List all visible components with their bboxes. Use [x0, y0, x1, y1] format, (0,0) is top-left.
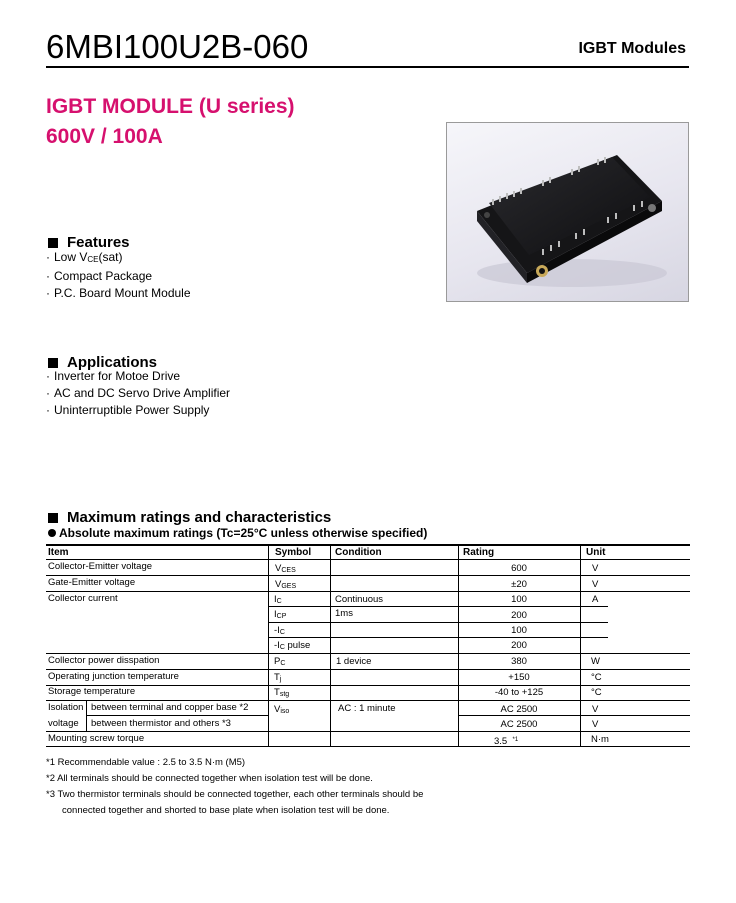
table-rule — [268, 622, 608, 623]
applications-list — [46, 368, 230, 419]
table-cell: Viso — [274, 704, 290, 715]
table-cell: V — [592, 719, 599, 730]
table-cell: Operating junction temperature — [48, 671, 179, 682]
table-cell: 1 device — [336, 656, 372, 667]
table-cell: Isolation — [48, 702, 84, 713]
table-cell: Tj — [274, 672, 282, 683]
table-rule — [46, 591, 690, 592]
table-cell: 100 — [511, 594, 527, 605]
table-cell: ICP — [274, 609, 287, 620]
table-cell: Collector current — [48, 593, 118, 604]
product-title: IGBT MODULE (U series) — [46, 95, 295, 118]
table-rule — [46, 685, 690, 686]
table-cell: between terminal and copper base *2 — [91, 702, 249, 713]
table-rule — [86, 715, 268, 716]
table-cell: N·m — [591, 734, 609, 745]
table-cell: 3.5 $^{*1}$ — [494, 736, 519, 747]
table-cell: -IC pulse — [274, 640, 311, 651]
list-item: · Uninterruptible Power Supply — [46, 403, 210, 417]
table-rule — [580, 546, 581, 746]
table-rule — [46, 669, 690, 670]
table-rule — [46, 653, 690, 654]
square-bullet-icon — [48, 238, 58, 248]
column-header: Unit — [586, 547, 606, 558]
table-cell: voltage — [48, 718, 79, 729]
footnotes — [46, 755, 423, 819]
footnote: *2 All terminals should be connected together when isolation test will be done. — [46, 773, 373, 784]
table-rule — [46, 731, 690, 732]
absolute-ratings-subheading-text: Absolute maximum ratings (Tc=25°C unless otherwise specified) — [59, 526, 428, 540]
applications-heading-text: Applications — [67, 354, 158, 371]
table-cell: W — [591, 656, 600, 667]
table-cell: AC 2500 — [500, 719, 538, 730]
module-photo — [446, 122, 689, 302]
table-cell: IC — [274, 594, 282, 605]
footnote: connected together and shorted to base plate when isolation test will be done. — [62, 805, 390, 816]
column-header: Item — [48, 547, 69, 558]
table-cell: Tstg — [274, 687, 290, 698]
table-cell: 200 — [511, 640, 527, 651]
table-rule — [46, 559, 690, 560]
table-cell: 100 — [511, 625, 527, 636]
column-header: Condition — [335, 547, 382, 558]
table-cell: °C — [591, 672, 602, 683]
circle-bullet-icon — [48, 529, 56, 537]
absolute-ratings-subheading — [48, 526, 427, 540]
square-bullet-icon — [48, 358, 58, 368]
table-cell: A — [592, 594, 599, 605]
square-bullet-icon — [48, 513, 58, 523]
column-header: Symbol — [275, 547, 312, 558]
table-cell: +150 — [508, 672, 530, 683]
table-cell: 600 — [511, 563, 527, 574]
footnote: *3 Two thermistor terminals should be connected together, each other terminals should be — [46, 789, 424, 800]
table-rule — [46, 544, 690, 546]
part-number: 6MBI100U2B-060 — [46, 28, 309, 65]
table-cell: Storage temperature — [48, 686, 136, 697]
table-cell: VCES — [275, 563, 296, 574]
table-cell: -40 to +125 — [494, 687, 544, 698]
list-item: · Compact Package — [46, 269, 153, 283]
table-rule — [46, 575, 690, 576]
table-cell: ±20 — [511, 579, 527, 590]
column-header: Rating — [463, 547, 495, 558]
table-rule — [46, 700, 690, 701]
max-ratings-heading-text: Maximum ratings and characteristics — [67, 509, 332, 526]
table-cell: Gate-Emitter voltage — [48, 577, 136, 588]
footnote: *1 Recommendable value : 2.5 to 3.5 N·m (M5) — [46, 757, 246, 768]
ratings-table — [46, 544, 690, 746]
list-item: · AC and DC Servo Drive Amplifier — [46, 386, 231, 400]
igbt-module-image — [447, 123, 689, 302]
table-cell: Collector-Emitter voltage — [48, 561, 153, 572]
table-cell: V — [592, 579, 599, 590]
features-list — [46, 249, 191, 302]
table-cell: between thermistor and others *3 — [91, 718, 231, 729]
table-rule — [268, 637, 608, 638]
table-cell: AC 2500 — [500, 704, 538, 715]
table-cell: V — [592, 704, 599, 715]
document-category: IGBT Modules — [578, 40, 686, 57]
product-rating-title: 600V / 100A — [46, 125, 163, 148]
list-item: · Low $V_{CE}(sat)$ — [46, 250, 123, 264]
table-cell: 1ms — [335, 608, 353, 619]
table-cell: V — [592, 563, 599, 574]
table-cell: 200 — [511, 610, 527, 621]
table-cell: Mounting screw torque — [48, 733, 145, 744]
list-item: · P.C. Board Mount Module — [46, 286, 191, 300]
table-cell: AC : 1 minute — [338, 703, 396, 714]
max-ratings-heading — [48, 509, 331, 526]
table-rule — [268, 546, 269, 746]
list-item: · Inverter for Motoe Drive — [46, 369, 181, 383]
table-cell: 380 — [511, 656, 527, 667]
table-cell: Collector power disspation — [48, 655, 160, 666]
table-cell: -IC — [274, 625, 285, 636]
table-cell: VGES — [275, 579, 297, 590]
table-rule — [330, 546, 331, 746]
features-heading-text: Features — [67, 234, 130, 251]
table-cell: Continuous — [335, 594, 384, 605]
table-rule — [46, 746, 690, 747]
header-rule — [46, 66, 689, 68]
table-cell: °C — [591, 687, 602, 698]
table-cell: PC — [274, 656, 286, 667]
table-rule — [268, 606, 608, 607]
table-rule — [86, 700, 87, 731]
